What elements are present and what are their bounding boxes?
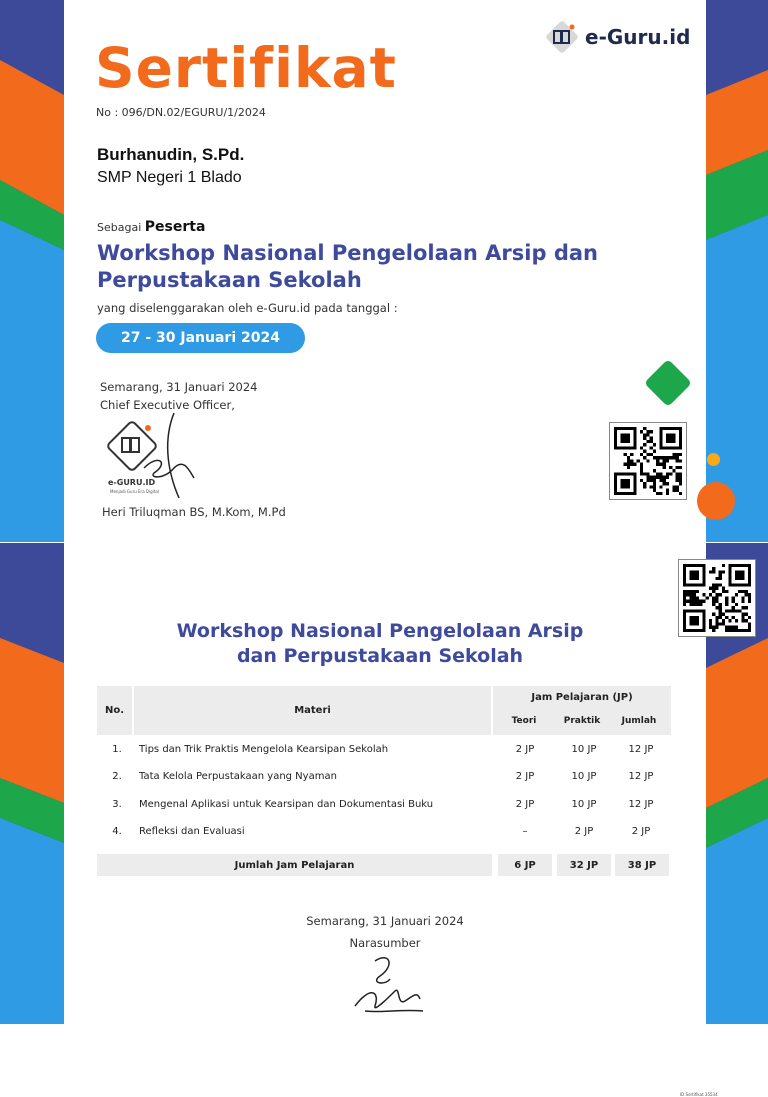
row-teori: –: [522, 826, 528, 837]
role-line: [97, 219, 205, 235]
syllabus-title-line2: dan Perpustakaan Sekolah: [236, 645, 524, 667]
recipient-name: Burhanudin, S.Pd.: [97, 145, 245, 164]
row-jumlah: 12 JP: [628, 771, 654, 782]
total-label: Jumlah Jam Pelajaran: [97, 854, 492, 876]
header-jumlah: Jumlah: [621, 716, 657, 726]
date-badge: 27 - 30 Januari 2024: [96, 323, 305, 353]
eguru-logo-icon: [545, 20, 579, 54]
syllabus-title: [150, 619, 610, 669]
row-no: 4.: [112, 826, 122, 837]
event-title: Workshop Nasional Pengelolaan Arsip dan Perpustakaan Sekolah: [97, 241, 598, 292]
sign-role: Chief Executive Officer,: [100, 398, 235, 412]
eguru-logo: [545, 20, 690, 54]
header-teori: Teori: [511, 716, 537, 726]
signer-name: Heri Triluqman BS, M.Kom, M.Pd: [102, 505, 286, 519]
table-row: [97, 740, 671, 762]
stamp-text: e-GURU.ID: [108, 478, 156, 487]
header-praktik: Praktik: [563, 716, 601, 726]
row-teori: 2 JP: [515, 771, 535, 782]
row-jumlah: 12 JP: [628, 744, 654, 755]
table-row: [97, 767, 671, 789]
decor-dot-orange: [697, 482, 735, 520]
qr-code-icon: [609, 422, 687, 500]
left-decoration: [0, 0, 64, 542]
qr-code-icon: [678, 559, 756, 637]
row-praktik: 10 JP: [571, 799, 597, 810]
syllabus-title-line1: Workshop Nasional Pengelolaan Arsip: [176, 620, 584, 642]
table-row: [97, 795, 671, 817]
role-prefix: Sebagai: [97, 221, 142, 234]
row-materi: Tips dan Trik Praktis Mengelola Kearsipan Sekolah: [139, 744, 389, 755]
header-jp-title: Jam Pelajaran (JP): [531, 692, 633, 703]
signature-icon: [345, 951, 425, 1024]
row-teori: 2 JP: [515, 744, 535, 755]
decor-dot-yellow: [707, 453, 720, 466]
row-no: 2.: [112, 771, 122, 782]
sign-place-date: Semarang, 31 Januari 2024: [100, 380, 258, 394]
row-jumlah: 12 JP: [628, 799, 654, 810]
row-materi: Tata Kelola Perpustakaan yang Nyaman: [139, 771, 337, 782]
total-jumlah: 38 JP: [615, 854, 669, 876]
row-materi: Refleksi dan Evaluasi: [139, 826, 245, 837]
recipient-school: SMP Negeri 1 Blado: [97, 169, 242, 186]
row-praktik: 10 JP: [571, 744, 597, 755]
sign-place-date: Semarang, 31 Januari 2024: [306, 914, 464, 928]
qr-label: ID Sertifikat 35534: [680, 1092, 718, 1097]
certificate-page: [0, 0, 768, 542]
stamp-subtext: Menjadi Guru Era Digital: [110, 489, 159, 494]
organizer-line: yang diselenggarakan oleh e-Guru.id pada tanggal :: [97, 301, 398, 315]
header-materi: Materi: [134, 686, 491, 735]
total-praktik: 32 JP: [557, 854, 611, 876]
header-jp: [493, 686, 671, 735]
table-row: [97, 822, 671, 844]
certificate-number: No : 096/DN.02/EGURU/1/2024: [96, 106, 266, 119]
row-no: 1.: [112, 744, 122, 755]
row-praktik: 2 JP: [574, 826, 594, 837]
header-no: No.: [97, 686, 132, 735]
total-teori: 6 JP: [498, 854, 552, 876]
logo-text: e-Guru.id: [585, 25, 691, 49]
row-teori: 2 JP: [515, 799, 535, 810]
syllabus-page: [0, 543, 768, 1097]
row-no: 3.: [112, 799, 122, 810]
left-decoration: [0, 543, 64, 1024]
row-materi: Mengenal Aplikasi untuk Kearsipan dan Dokumentasi Buku: [139, 799, 434, 810]
decor-diamond: [644, 359, 692, 407]
row-jumlah: 2 JP: [631, 826, 651, 837]
sign-role: Narasumber: [349, 936, 421, 950]
row-praktik: 10 JP: [571, 771, 597, 782]
role-value: Peserta: [144, 219, 206, 235]
certificate-title: Sertifikat: [95, 36, 397, 100]
